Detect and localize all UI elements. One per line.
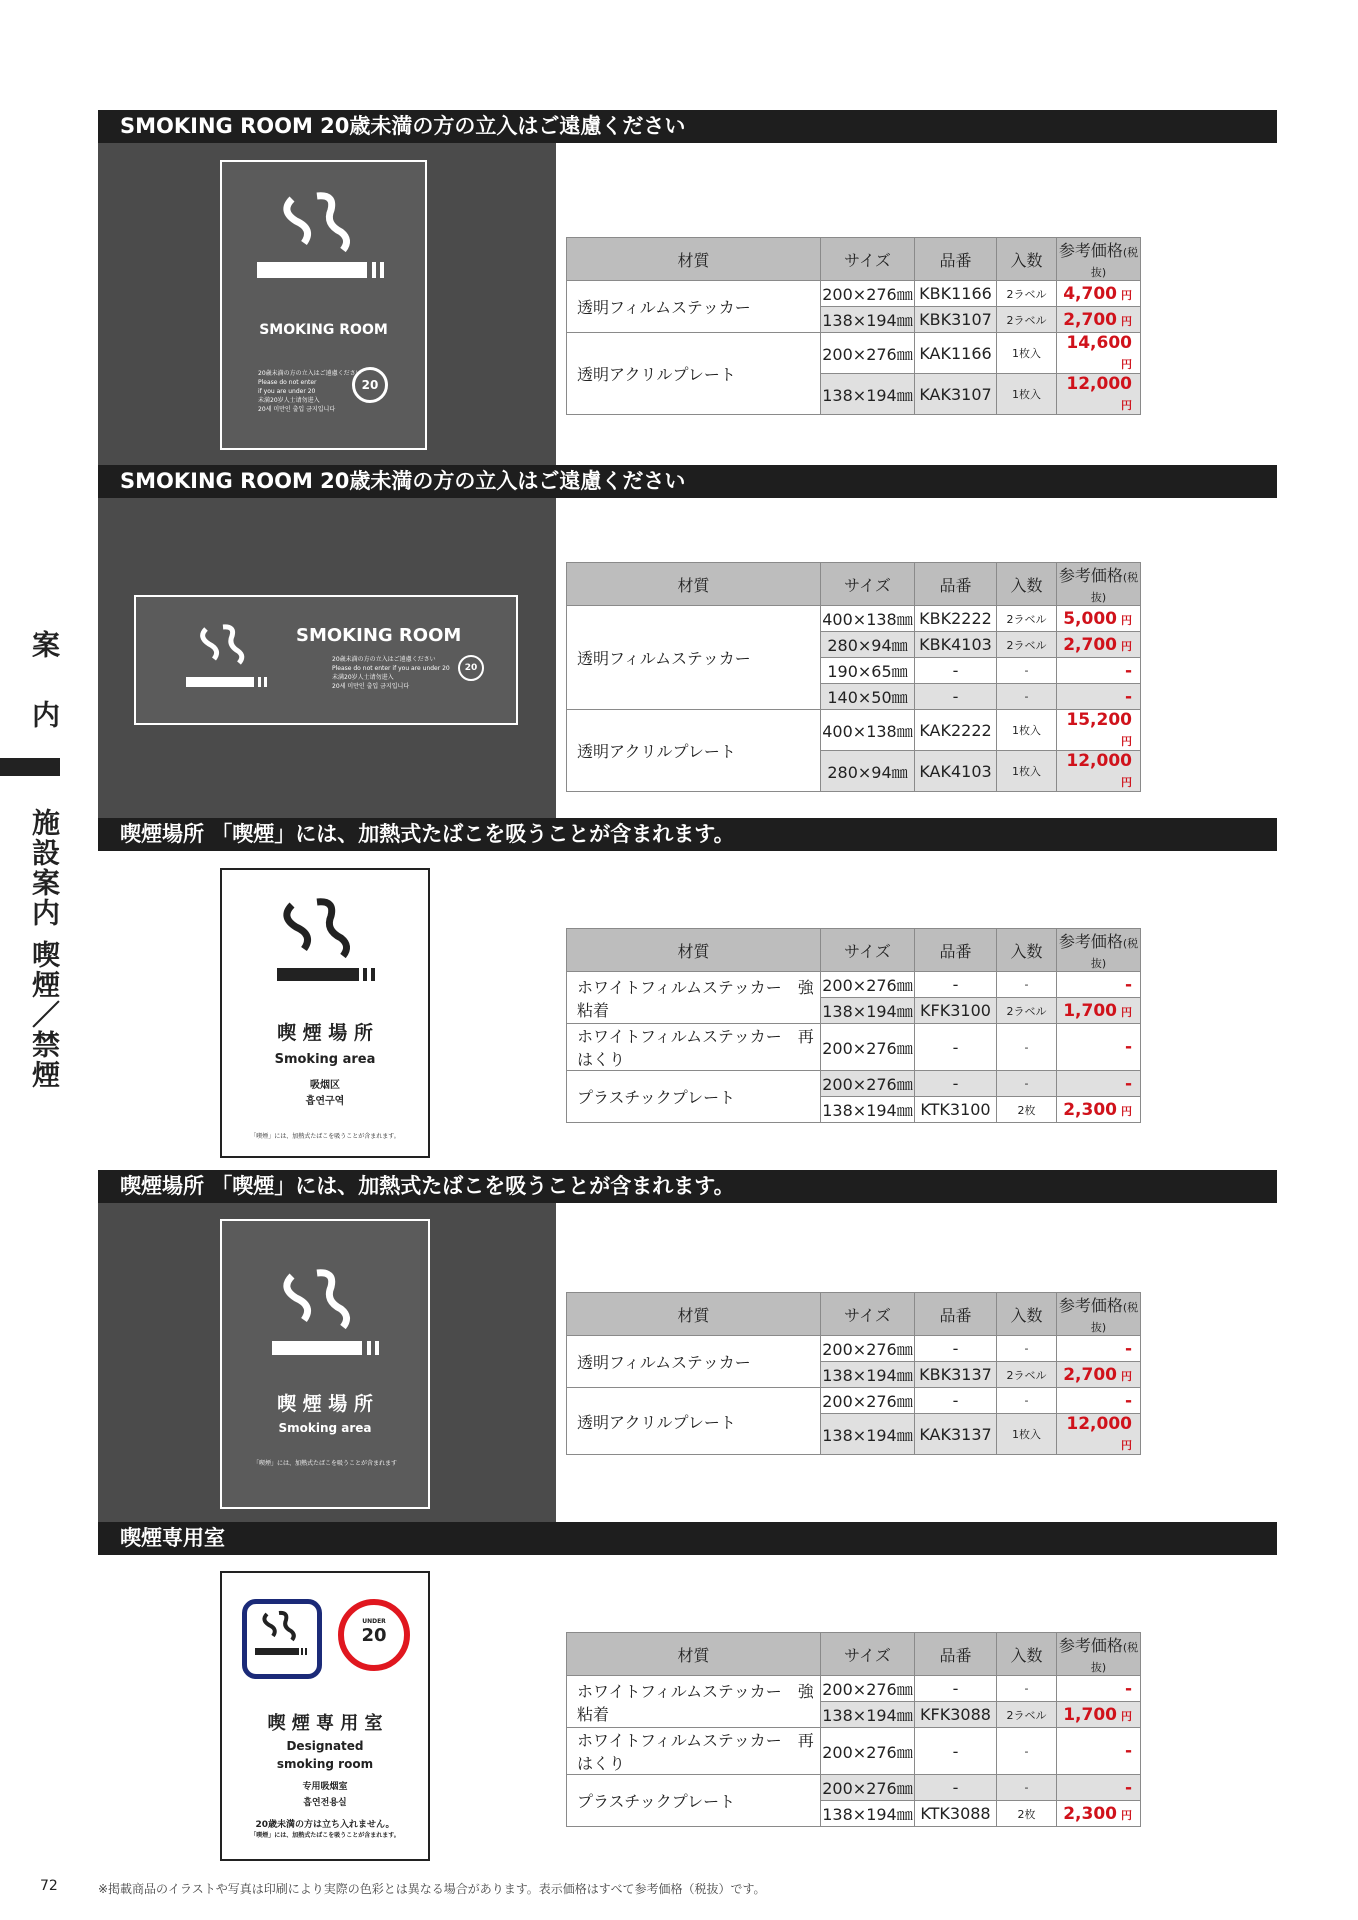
section-5 — [98, 1522, 1277, 1872]
cell-code: KTK3100 — [915, 1097, 997, 1123]
sign-line: 20세 미만인 출입 금지입니다 — [258, 406, 336, 413]
sign-title: 喫 煙 専 用 室 — [267, 1713, 383, 1734]
cell-qty: 1枚入 — [997, 333, 1057, 374]
cell-size: 400×138㎜ — [821, 606, 915, 632]
badge-number: 20 — [361, 1625, 387, 1646]
cell-code: KAK1166 — [915, 333, 997, 374]
cell-material: プラスチックプレート — [567, 1071, 821, 1123]
section-2 — [98, 465, 1277, 820]
cell-size: 190×65㎜ — [821, 658, 915, 684]
cell-size: 400×138㎜ — [821, 710, 915, 751]
sign-title: 喫 煙 場 所 — [277, 1022, 373, 1044]
cell-qty: 1枚入 — [997, 374, 1057, 415]
no-under-20-icon: 20 — [352, 367, 388, 403]
header-material: 材質 — [567, 1293, 821, 1336]
header-size: サイズ — [821, 1293, 915, 1336]
cell-size: 138×194㎜ — [821, 998, 915, 1024]
cell-material: 透明アクリルプレート — [567, 710, 821, 792]
header-qty: 入数 — [997, 1633, 1057, 1676]
sign-subtitle: Smoking area — [278, 1421, 372, 1435]
cell-code: KAK4103 — [915, 751, 997, 792]
section-title: 喫煙場所 「喫煙」には、加熱式たばこを吸うことが含まれます。 — [98, 818, 1277, 851]
cell-price: - — [1057, 658, 1141, 684]
no-under-20-icon — [338, 1599, 410, 1671]
sign-image — [220, 868, 430, 1158]
sign-image — [220, 1219, 430, 1509]
sign-line: if you are under 20 — [258, 388, 316, 395]
cell-code: - — [915, 1388, 997, 1414]
cell-code: KBK1166 — [915, 281, 997, 307]
header-code: 品番 — [915, 1293, 997, 1336]
sign-line: Please do not enter if you are under 20 — [332, 665, 450, 672]
cell-size: 140×50㎜ — [821, 684, 915, 710]
header-material: 材質 — [567, 238, 821, 281]
cell-material: 透明フィルムステッカー — [567, 606, 821, 710]
header-qty: 入数 — [997, 1293, 1057, 1336]
spec-table — [566, 1292, 1141, 1455]
cell-size: 200×276㎜ — [821, 333, 915, 374]
cell-size: 200×276㎜ — [821, 1728, 915, 1775]
cell-qty: 2枚 — [997, 1097, 1057, 1123]
cell-material: 透明アクリルプレート — [567, 1388, 821, 1455]
sign-line: 20歳未満の方の立入はご遠慮ください — [258, 370, 362, 377]
page-number: 72 — [40, 1878, 58, 1894]
product-panel — [98, 851, 556, 1170]
header-material: 材質 — [567, 929, 821, 972]
cell-price: 5,000 円 — [1057, 606, 1141, 632]
cell-qty: 2ラベル — [997, 606, 1057, 632]
cell-price: - — [1057, 1388, 1141, 1414]
cell-size: 138×194㎜ — [821, 1702, 915, 1728]
sign-subtitle: Smoking area — [274, 1052, 376, 1067]
spec-table — [566, 1632, 1141, 1827]
header-code: 品番 — [915, 563, 997, 606]
sign-title: 喫 煙 場 所 — [277, 1393, 373, 1415]
cell-code: KBK3137 — [915, 1362, 997, 1388]
smoking-icon — [176, 619, 306, 709]
sign-warning: 20歳未満の方は立ち入れません。 — [255, 1820, 395, 1830]
footnote: ※掲載商品のイラストや写真は印刷により実際の色彩とは異なる場合があります。表示価格はすべて参考価格（税抜）です。 — [98, 1882, 766, 1896]
product-panel — [98, 143, 556, 465]
cell-code: KFK3088 — [915, 1702, 997, 1728]
cell-price: - — [1057, 1336, 1141, 1362]
sign-line: 20세 미만인 출입 금지입니다 — [332, 683, 410, 690]
section-1 — [98, 110, 1277, 465]
cell-code: KBK3107 — [915, 307, 997, 333]
cell-size: 138×194㎜ — [821, 374, 915, 415]
cell-material: 透明アクリルプレート — [567, 333, 821, 415]
cell-price: 4,700 円 — [1057, 281, 1141, 307]
header-material: 材質 — [567, 1633, 821, 1676]
cell-price: 12,000円 — [1057, 751, 1141, 792]
cell-size: 200×276㎜ — [821, 281, 915, 307]
cell-price: 2,700 円 — [1057, 632, 1141, 658]
cell-size: 200×276㎜ — [821, 1676, 915, 1702]
header-qty: 入数 — [997, 563, 1057, 606]
side-label-bottom-text: 施設案内 喫煙／禁煙 — [28, 808, 61, 1090]
cell-code: - — [915, 658, 997, 684]
cell-price: 14,600円 — [1057, 333, 1141, 374]
cell-code: KAK3107 — [915, 374, 997, 415]
cell-qty: 2ラベル — [997, 1702, 1057, 1728]
sign-line: 20歳未満の方の立入はご遠慮ください — [332, 656, 436, 663]
cell-qty: 2ラベル — [997, 281, 1057, 307]
cell-code: - — [915, 1775, 997, 1801]
header-price: 参考価格(税抜) — [1057, 1633, 1141, 1676]
cell-size: 280×94㎜ — [821, 632, 915, 658]
cell-price: - — [1057, 1728, 1141, 1775]
cell-code: - — [915, 1728, 997, 1775]
product-panel — [98, 498, 556, 820]
cell-price: - — [1057, 684, 1141, 710]
cell-code: - — [915, 1071, 997, 1097]
cell-qty: - — [997, 658, 1057, 684]
sign-cn: 吸烟区 — [310, 1080, 340, 1091]
header-price: 参考価格(税抜) — [1057, 238, 1141, 281]
cell-price: 2,300 円 — [1057, 1097, 1141, 1123]
cell-code: - — [915, 1676, 997, 1702]
section-title: SMOKING ROOM 20歳未満の方の立入はご遠慮ください — [98, 110, 1277, 143]
cell-material: ホワイトフィルムステッカー 再はくり — [567, 1728, 821, 1775]
cell-price: 2,300 円 — [1057, 1801, 1141, 1827]
sign-subtitle-1: Designated — [286, 1739, 364, 1753]
smoking-icon — [222, 174, 429, 284]
smoking-icon — [222, 890, 432, 990]
cell-qty: - — [997, 972, 1057, 998]
cell-qty: 2ラベル — [997, 1362, 1057, 1388]
smoking-icon — [247, 1604, 317, 1674]
header-size: サイズ — [821, 929, 915, 972]
sign-title: SMOKING ROOM — [259, 322, 388, 338]
cell-qty: 1枚入 — [997, 751, 1057, 792]
header-code: 品番 — [915, 929, 997, 972]
no-under-20-icon: 20 — [458, 655, 484, 681]
header-qty: 入数 — [997, 929, 1057, 972]
cell-size: 200×276㎜ — [821, 1071, 915, 1097]
sign-note: 「喫煙」には、加熱式たばこを吸うことが含まれます — [252, 1460, 397, 1467]
sign-subtitle-2: smoking room — [276, 1757, 374, 1771]
cell-qty: 2ラベル — [997, 998, 1057, 1024]
sign-line: Please do not enter — [258, 379, 317, 386]
cell-code: KAK3137 — [915, 1414, 997, 1455]
sign-line: 未满20岁人士请勿进入 — [332, 674, 394, 681]
smoking-icon — [222, 1261, 432, 1371]
cell-price: 15,200円 — [1057, 710, 1141, 751]
cell-qty: 1枚入 — [997, 710, 1057, 751]
section-3 — [98, 818, 1277, 1170]
cell-size: 138×194㎜ — [821, 307, 915, 333]
badge-top: UNDER — [362, 1618, 386, 1625]
spec-table — [566, 928, 1141, 1123]
cell-qty: - — [997, 1071, 1057, 1097]
cell-code: - — [915, 1024, 997, 1071]
cell-code: KFK3100 — [915, 998, 997, 1024]
cell-qty: - — [997, 1336, 1057, 1362]
cell-size: 138×194㎜ — [821, 1362, 915, 1388]
cell-size: 200×276㎜ — [821, 972, 915, 998]
cell-size: 138×194㎜ — [821, 1414, 915, 1455]
cell-price: 12,000円 — [1057, 1414, 1141, 1455]
sign-note: 「喫煙」には、加熱式たばこを吸うことが含まれます。 — [250, 1832, 400, 1839]
cell-material: 透明フィルムステッカー — [567, 281, 821, 333]
sign-kr: 흡연구역 — [305, 1096, 345, 1107]
sign-line: 未満20岁人士请勿进入 — [258, 397, 320, 404]
cell-qty: 2ラベル — [997, 307, 1057, 333]
header-qty: 入数 — [997, 238, 1057, 281]
cell-qty: - — [997, 1775, 1057, 1801]
product-panel — [98, 1203, 556, 1524]
cell-price: 1,700 円 — [1057, 998, 1141, 1024]
cell-code: KBK2222 — [915, 606, 997, 632]
cell-price: 1,700 円 — [1057, 1702, 1141, 1728]
header-price: 参考価格(税抜) — [1057, 929, 1141, 972]
cell-price: - — [1057, 1071, 1141, 1097]
header-price: 参考価格(税抜) — [1057, 563, 1141, 606]
cell-code: - — [915, 684, 997, 710]
side-label-bottom — [24, 808, 64, 1090]
side-divider — [0, 758, 60, 776]
header-price: 参考価格(税抜) — [1057, 1293, 1141, 1336]
smoking-room-icon — [242, 1599, 322, 1679]
header-size: サイズ — [821, 563, 915, 606]
cell-size: 280×94㎜ — [821, 751, 915, 792]
sign-image — [220, 1571, 430, 1861]
section-4 — [98, 1170, 1277, 1524]
header-code: 品番 — [915, 1633, 997, 1676]
cell-price: 2,700 円 — [1057, 307, 1141, 333]
section-title: 喫煙場所 「喫煙」には、加熱式たばこを吸うことが含まれます。 — [98, 1170, 1277, 1203]
cell-size: 200×276㎜ — [821, 1775, 915, 1801]
sign-note: 「喫煙」には、加熱式たばこを吸うことが含まれます。 — [250, 1133, 400, 1140]
cell-material: ホワイトフィルムステッカー 強粘着 — [567, 1676, 821, 1728]
header-size: サイズ — [821, 1633, 915, 1676]
sign-image — [134, 595, 518, 725]
cell-size: 138×194㎜ — [821, 1801, 915, 1827]
cell-size: 138×194㎜ — [821, 1097, 915, 1123]
cell-code: KTK3088 — [915, 1801, 997, 1827]
cell-price: - — [1057, 1676, 1141, 1702]
cell-size: 200×276㎜ — [821, 1388, 915, 1414]
cell-qty: - — [997, 1676, 1057, 1702]
section-title: SMOKING ROOM 20歳未満の方の立入はご遠慮ください — [98, 465, 1277, 498]
cell-material: ホワイトフィルムステッカー 強粘着 — [567, 972, 821, 1024]
cell-code: - — [915, 972, 997, 998]
cell-qty: 1枚入 — [997, 1414, 1057, 1455]
side-label-top-text: 案 内 — [28, 630, 61, 744]
sign-text-block — [258, 369, 362, 414]
cell-price: 2,700 円 — [1057, 1362, 1141, 1388]
cell-price: - — [1057, 1775, 1141, 1801]
cell-price: - — [1057, 1024, 1141, 1071]
sign-kr: 흡연전용실 — [303, 1798, 347, 1808]
cell-qty: 2ラベル — [997, 632, 1057, 658]
sign-text-block — [332, 655, 450, 691]
cell-code: KAK2222 — [915, 710, 997, 751]
spec-table — [566, 237, 1141, 415]
spec-table — [566, 562, 1141, 792]
header-material: 材質 — [567, 563, 821, 606]
cell-qty: - — [997, 1728, 1057, 1775]
sign-cn: 专用吸烟室 — [302, 1782, 348, 1792]
cell-code: KBK4103 — [915, 632, 997, 658]
cell-material: プラスチックプレート — [567, 1775, 821, 1827]
header-code: 品番 — [915, 238, 997, 281]
cell-material: 透明フィルムステッカー — [567, 1336, 821, 1388]
cell-qty: - — [997, 1388, 1057, 1414]
cell-code: - — [915, 1336, 997, 1362]
header-size: サイズ — [821, 238, 915, 281]
product-panel — [98, 1555, 556, 1872]
sign-image — [220, 160, 427, 450]
cell-qty: - — [997, 1024, 1057, 1071]
side-label-top — [24, 630, 64, 744]
section-title: 喫煙専用室 — [98, 1522, 1277, 1555]
cell-size: 200×276㎜ — [821, 1336, 915, 1362]
cell-size: 200×276㎜ — [821, 1024, 915, 1071]
cell-qty: - — [997, 684, 1057, 710]
cell-price: 12,000円 — [1057, 374, 1141, 415]
cell-material: ホワイトフィルムステッカー 再はくり — [567, 1024, 821, 1071]
cell-qty: 2枚 — [997, 1801, 1057, 1827]
sign-title: SMOKING ROOM — [296, 625, 462, 646]
cell-price: - — [1057, 972, 1141, 998]
